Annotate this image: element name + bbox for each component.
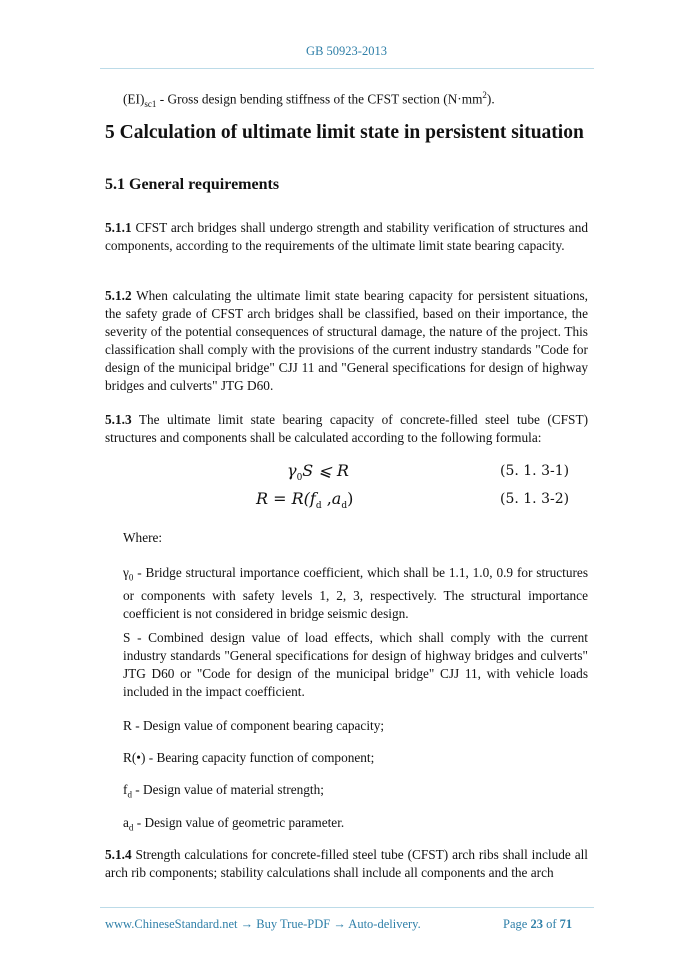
formula-1 [287,461,349,483]
definition-end: ). [486,91,495,107]
definition-text: - Bridge structural importance coefficient, which shall be 1.1, 1.0, 0.9 for structures or components with safety levels 1, 2, 3, respectively. The structural importance coefficient is not considered in bridge seismic design. [123,565,588,621]
symbol-sub: d [128,822,134,833]
symbol: γ [123,565,129,580]
clause-text: The ultimate limit state bearing capacity of concrete-filled steel tube (CFST) structures and components shall be calculated according to the following formula: [105,412,588,445]
definition-s [123,629,588,701]
clause-5-1-3 [105,411,588,447]
subsection-title: 5.1 General requirements [105,176,280,193]
where-label: Where: [123,530,163,545]
header-rule [100,68,594,69]
f: f [309,489,316,508]
gamma: γ [287,461,297,480]
clause-number: 5.1.2 [105,288,132,303]
definition-text: - Gross design bending stiffness of the CFST section (N·mm [156,91,483,107]
symbol-sub: 0 [128,572,134,583]
f-sub: d [315,501,322,512]
symbol: f [123,782,128,797]
footer-rule [100,907,594,908]
symbol-sub: d [127,789,132,800]
symbol-sub: sc1 [144,99,157,110]
total-pages: 71 [559,917,573,931]
clause-text: When calculating the ultimate limit state bearing capacity for persistent situations, the safety grade of CFST arch bridges shall be classified, based on their importance, the severity of the potential consequences of structural damage, the nature of the project. This classification shall comply with the provisions of the current industry standards "Code for design of the municipal bridge" CJJ 11 and "General specifications for design of highway bridges and culverts" JTG D60. [105,288,588,393]
superscript: 2 [482,90,487,100]
definition-text: - Bearing capacity function of component; [145,750,375,765]
symbol: S [123,630,131,645]
clause-text: CFST arch bridges shall undergo strength and stability verification of structures and components, according to the requirements of the ultimate limit state bearing capacity. [105,220,588,253]
symbol: R [123,718,132,733]
a: a [331,489,342,508]
promo-text: → Buy True-PDF → Auto-delivery. [237,917,421,931]
clause-5-1-1 [105,219,588,255]
comma: , [321,489,332,508]
clause-text: Strength calculations for concrete-filled steel tube (CFST) arch ribs shall include all arch rib components; stability calculations shall include all components and the arch [105,847,588,880]
gamma-sub: 0 [296,473,303,484]
formula-1-number: (5. 1. 3-1) [500,463,570,479]
expression: R = R( [256,489,310,508]
page-number [503,917,572,932]
definition-r [123,717,588,735]
clause-5-1-4 [105,846,588,882]
clause-number: 5.1.4 [105,847,132,862]
clause-5-1-2 [105,287,588,395]
symbol-definition [123,86,588,113]
clause-number: 5.1.3 [105,412,132,427]
formula-2-number: (5. 1. 3-2) [500,491,570,507]
definition-gamma0 [123,564,588,623]
definition-ad [123,814,588,837]
symbol: R(•) [123,750,146,765]
footer-promo [105,917,421,932]
clause-number: 5.1.1 [105,220,132,235]
definition-text: - Design value of geometric parameter. [133,815,345,830]
paren: ) [347,489,354,508]
symbol: a [123,815,129,830]
symbol: (EI) [123,91,145,107]
page-label: Page [503,917,531,931]
definition-fd [123,781,588,804]
definition-text: - Design value of material strength; [131,782,324,797]
formula-2 [256,489,353,511]
definition-text: - Combined design value of load effects, which shall comply with the current industry standards "General specifications for design of highway bridges and culverts" JTG D60 or "Code for design of the municipal bridge" CJJ 11, with vehicle loads included in the impact coefficient. [123,630,588,699]
of-label: of [542,917,560,931]
a-sub: d [341,501,348,512]
definition-r-function [123,749,588,767]
running-header: GB 50923-2013 [306,44,387,58]
definition-text: - Design value of component bearing capacity; [131,718,385,733]
section-title: 5 Calculation of ultimate limit state in persistent situation [105,122,584,143]
website-link[interactable]: www.ChineseStandard.net [105,917,238,931]
expression: S ⩽ R [302,461,349,480]
current-page: 23 [530,917,543,931]
